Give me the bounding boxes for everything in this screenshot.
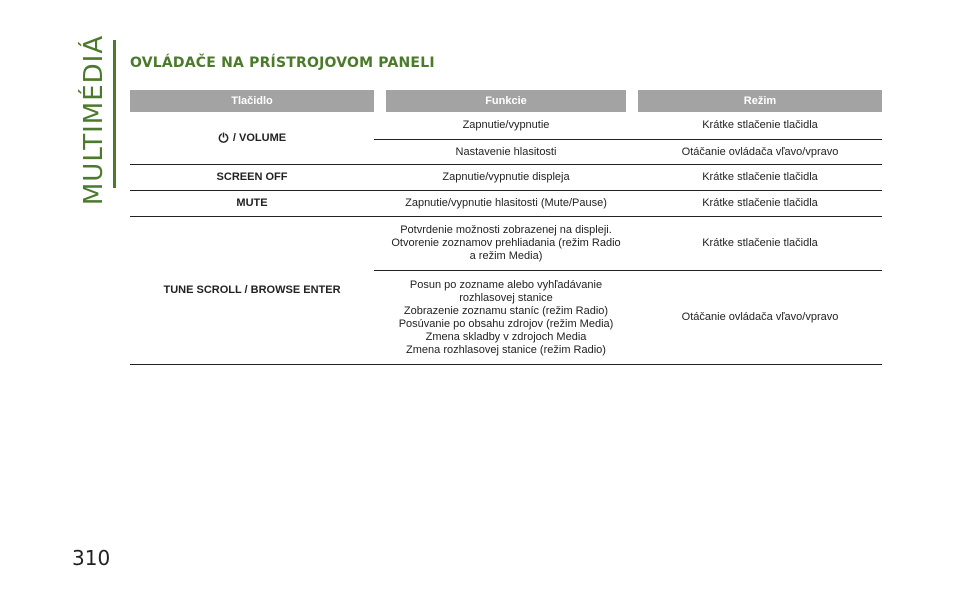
section-side-label bbox=[72, 34, 116, 206]
key-cell-tune-scroll: TUNE SCROLL / BROWSE ENTER bbox=[130, 217, 374, 365]
mode-cell: Otáčanie ovládača vľavo/vpravo bbox=[638, 271, 882, 365]
function-cell: Zapnutie/vypnutie bbox=[386, 112, 626, 140]
function-line: Zobrazenie zoznamu staníc (režim Radio) bbox=[403, 304, 609, 317]
function-cell-multiline bbox=[386, 217, 626, 271]
function-line: Posúvanie po obsahu zdrojov (režim Media) bbox=[398, 317, 614, 330]
table-row bbox=[130, 165, 882, 191]
function-cell-multiline bbox=[386, 271, 626, 365]
column-header-functions: Funkcie bbox=[386, 90, 626, 112]
mode-cell: Krátke stlačenie tlačidla bbox=[638, 217, 882, 271]
section-title: MULTIMÉDIÁ bbox=[79, 34, 110, 206]
function-line: Zmena skladby v zdrojoch Media bbox=[425, 330, 587, 343]
function-cell: Zapnutie/vypnutie hlasitosti (Mute/Pause) bbox=[386, 191, 626, 217]
function-cell: Nastavenie hlasitosti bbox=[386, 140, 626, 165]
page-heading: OVLÁDAČE NA PRÍSTROJOVOM PANELI bbox=[130, 55, 435, 71]
mode-cell: Krátke stlačenie tlačidla bbox=[638, 191, 882, 217]
key-label-volume: / VOLUME bbox=[232, 131, 287, 144]
table-header-row bbox=[130, 90, 882, 112]
function-line: a režim Media) bbox=[469, 250, 543, 262]
table-row bbox=[130, 112, 882, 140]
mode-cell: Krátke stlačenie tlačidla bbox=[638, 112, 882, 140]
key-cell-mute: MUTE bbox=[130, 191, 374, 217]
controls-table bbox=[130, 90, 882, 365]
function-cell: Zapnutie/vypnutie displeja bbox=[386, 165, 626, 191]
function-line: Posun po zozname alebo vyhľadávanie bbox=[409, 278, 603, 291]
column-header-mode: Režim bbox=[638, 90, 882, 112]
table-row bbox=[130, 217, 882, 271]
page-number: 310 bbox=[72, 546, 111, 570]
power-icon bbox=[218, 132, 229, 143]
column-header-button: Tlačidlo bbox=[130, 90, 374, 112]
mode-cell: Krátke stlačenie tlačidla bbox=[638, 165, 882, 191]
mode-cell: Otáčanie ovládača vľavo/vpravo bbox=[638, 140, 882, 165]
function-line: Otvorenie zoznamov prehliadania (režim Radio bbox=[391, 237, 621, 249]
table-row bbox=[130, 191, 882, 217]
function-line: Potvrdenie možnosti zobrazenej na displeji. bbox=[400, 224, 612, 236]
function-line: rozhlasovej stanice bbox=[459, 291, 553, 304]
key-cell-volume bbox=[130, 112, 374, 165]
function-line: Zmena rozhlasovej stanice (režim Radio) bbox=[406, 343, 606, 356]
key-cell-screen-off: SCREEN OFF bbox=[130, 165, 374, 191]
